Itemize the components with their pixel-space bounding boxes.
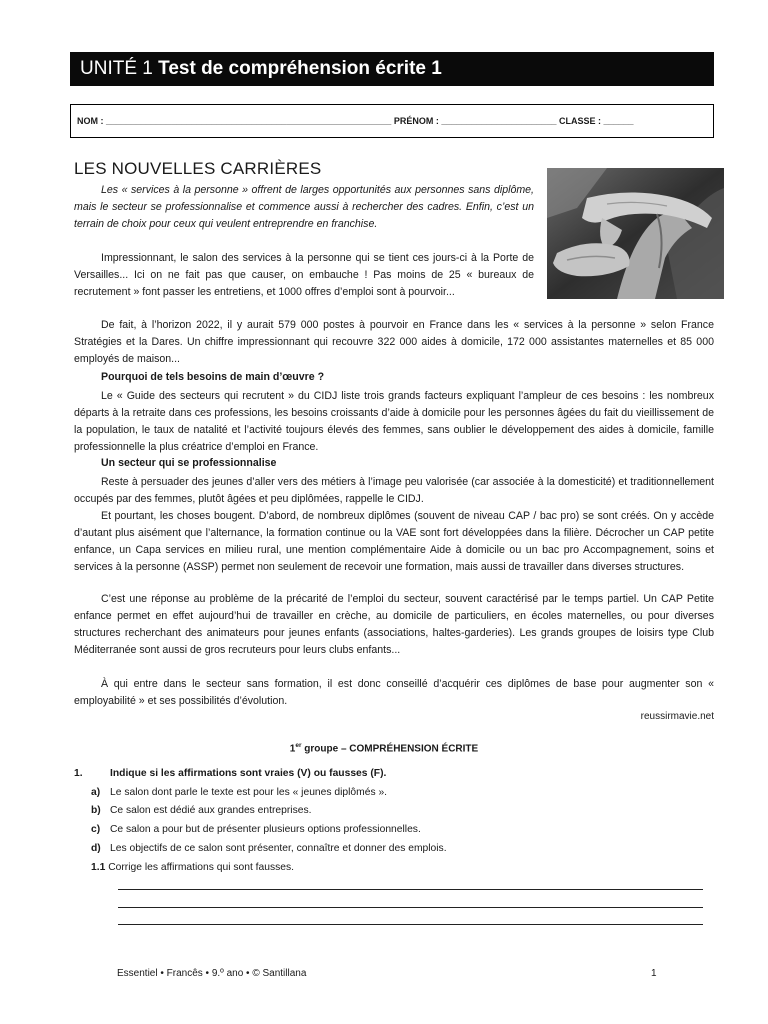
paragraph-1: Impressionnant, le salon des services à la personne qui se tient ces jours-ci à la Porte de Versailles... Ici on ne fait pas que causer, on embauche ! Pas moins de 25 « bureaux de recrutement » font passer les entretiens, et 1000 offres d’emploi sont à pourvoir... (74, 252, 534, 298)
question-1-1 (91, 862, 294, 873)
question-1 (74, 768, 386, 779)
statement-letter: b) (91, 805, 101, 816)
question-number: 1. (74, 768, 83, 779)
source-credit: reussirmavie.net (640, 711, 714, 722)
name-field[interactable]: NOM : _________________________________________________________ (77, 116, 392, 126)
statement-text: Ce salon a pour but de présenter plusieurs options professionnelles. (110, 824, 421, 835)
page-header (70, 52, 714, 86)
statement-b (91, 805, 311, 816)
group-ordinal: 1 (289, 743, 296, 755)
test-title: Test de compréhension écrite 1 (158, 58, 442, 79)
statement-letter: c) (91, 824, 101, 835)
article-title: LES NOUVELLES CARRIÈRES (74, 159, 322, 178)
answer-line[interactable] (118, 907, 703, 908)
statement-text: Ce salon est dédié aux grandes entreprises. (110, 805, 312, 816)
statement-text: Les objectifs de ce salon sont présenter, connaître et donner des emplois. (110, 843, 447, 854)
page-number: 1 (651, 968, 657, 979)
statement-letter: a) (91, 787, 101, 798)
statement-d (91, 843, 447, 854)
hands-photo (547, 168, 724, 299)
paragraph-7: À qui entre dans le secteur sans formation, il est donc conseillé d’acquérir ces diplômes de base pour augmenter son « employabilité » et ses possibilités d’évolution. (74, 678, 714, 707)
paragraph-6: C’est une réponse au problème de la précarité de l’emploi du secteur, souvent caractérisé par le temps partiel. Un CAP Petite enfance permet en effet aujourd’hui de travailler en crèche, au domicile de particuliers, en écoles maternelles, ou pour diverses structures recherchant des animateurs pour jeunes enfants (associations, haltes-garderies). Les grands groupes de loisirs type Club Méditerranée sont aussi de gros recruteurs pour leurs clubs enfants... (74, 593, 714, 656)
answer-line[interactable] (118, 889, 703, 890)
statement-text: Le salon dont parle le texte est pour les « jeunes diplômés ». (110, 787, 388, 798)
footer-text: Essentiel • Francês • 9.º ano • © Santillana (117, 968, 307, 979)
student-info-box (70, 104, 714, 138)
statement-a (91, 787, 387, 798)
answer-line[interactable] (118, 924, 703, 925)
firstname-field[interactable]: PRÉNOM : _______________________ (393, 116, 557, 126)
subheading-professionalisation: Un secteur qui se professionnalise (101, 457, 277, 469)
unit-label: UNITÉ 1 (80, 58, 153, 79)
article-intro: Les « services à la personne » offrent de larges opportunités aux personnes sans diplôme, mais le secteur se professionnalise et commence aussi à rechercher des cadres. Enfin, c’est un terrain de choix pour ceux qui veulent entreprendre en franchise. (74, 184, 534, 230)
section-title (0, 742, 768, 754)
sub-question-text: Corrige les affirmations qui sont fausses. (108, 862, 295, 873)
sub-question-number: 1.1 (91, 862, 106, 873)
question-text: Indique si les affirmations sont vraies (V) ou fausses (F). (110, 768, 387, 779)
subheading-needs: Pourquoi de tels besoins de main d’œuvre ? (101, 371, 325, 383)
statement-c (91, 824, 421, 835)
paragraph-2: De fait, à l’horizon 2022, il y aurait 579 000 postes à pourvoir en France dans les « services à la personne » selon France Stratégies et la Dares. Un chiffre impressionnant qui recouvre 322 000 aides à domicile, 172 000 assistantes maternelles et 85 000 employés de maison... (74, 319, 714, 365)
group-title-text: groupe – COMPRÉHENSION ÉCRITE (301, 743, 479, 755)
class-field[interactable]: CLASSE : ______ (558, 116, 634, 126)
group-ordinal-suffix: er (295, 742, 302, 749)
paragraph-4: Reste à persuader des jeunes d’aller vers des métiers à l’image peu valorisée (car associée à la domesticité) et traditionnellement occupés par des femmes, plutôt âgées et peu diplômées, rappelle le CIDJ. (74, 476, 714, 505)
statement-letter: d) (91, 843, 101, 854)
paragraph-5: Et pourtant, les choses bougent. D’abord, de nombreux diplômes (souvent de niveau CAP / bac pro) se sont créés. On y accède d’autant plus aisément que l’alternance, la formation continue ou la VAE sont fort développées dans la filière. Décrocher un CAP petite enfance, un Capa services en milieu rural, une mention complémentaire Aide à domicile ou un bac pro Accompagnement, soins et services à la personne (ASSP) permet non seulement de recevoir une formation, mais aussi de travailler dans diverses structures. (74, 510, 714, 573)
paragraph-3: Le « Guide des secteurs qui recrutent » du CIDJ liste trois grands facteurs expliquant l’ampleur de ces besoins : les nombreux départs à la retraite dans ces professions, les besoins croissants d’aide à domicile pour les personnes âgées du fait du vieillissement de la population, le taux de natalité et l’activité toujours élevés des femmes, sans oublier le développement des aides à domicile, famille professionnelle la plus créatrice d’emploi en France. (74, 390, 714, 453)
